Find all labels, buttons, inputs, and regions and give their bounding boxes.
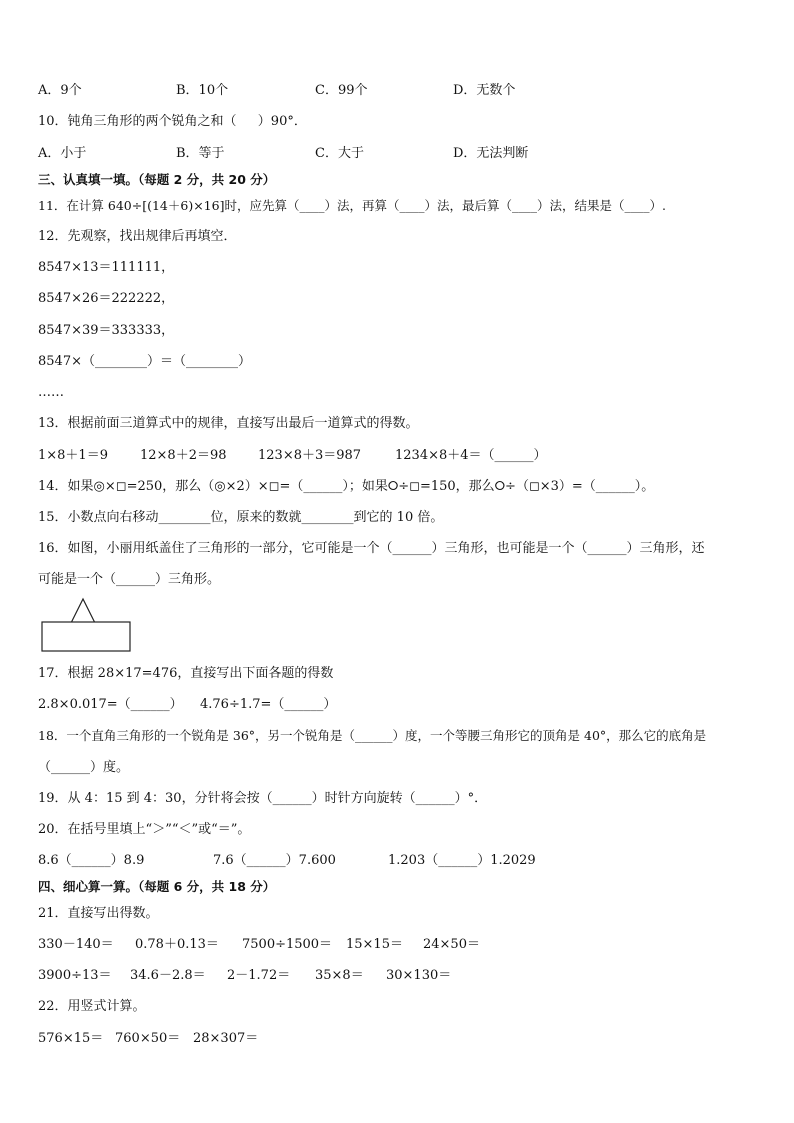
q12-line-4: 8547×（________）＝（________）	[38, 354, 251, 369]
q12-line-1: 8547×13＝111111，	[38, 260, 175, 275]
q13-item-4: 1234×8＋4＝（______）	[395, 448, 547, 463]
q17-item-1: 2.8×0.017=（______）	[38, 697, 183, 712]
q22-item-2: 760×50＝	[115, 1031, 181, 1046]
q13-item-3: 123×8＋3＝987	[258, 448, 362, 463]
q11-text: 11．在计算 640÷[(14＋6)×16]时，应先算（____）法，再算（____）法，最后算（____）法，结果是（____）.	[38, 198, 666, 213]
q16-line-2: 可能是一个（______）三角形。	[38, 572, 221, 587]
q21-stem: 21．直接写出得数。	[38, 906, 159, 921]
q10-option-d: D．无法判断	[453, 146, 529, 161]
q21-row2-item-1: 3900÷13＝	[38, 968, 112, 983]
q9-option-b: B．10个	[176, 83, 229, 98]
q10-option-c: C．大于	[315, 146, 364, 161]
q17-item-2: 4.76÷1.7=（______）	[200, 697, 337, 712]
q12-line-2: 8547×26＝222222，	[38, 291, 175, 306]
section-4-heading: 四、细心算一算。（每题 6 分，共 18 分）	[38, 879, 276, 894]
q22-item-1: 576×15＝	[38, 1031, 104, 1046]
q21-row2-item-3: 2－1.72＝	[227, 968, 291, 983]
q21-row2-item-2: 34.6－2.8＝	[130, 968, 206, 983]
q14-text: 14．如果◎×◻=250，那么（◎×2）×◻=（______）；如果⭘÷◻=150，那么⭘÷（◻×3）=（______）。	[38, 479, 655, 494]
q22-stem: 22．用竖式计算。	[38, 999, 146, 1014]
q18-line-2: （______）度。	[38, 760, 130, 775]
q19-text: 19．从 4：15 到 4：30，分针将会按（______）时针方向旋转（______）°．	[38, 791, 488, 806]
q21-row2-item-4: 35×8＝	[315, 968, 364, 983]
q15-text: 15．小数点向右移动________位，原来的数就________到它的 10 倍。	[38, 510, 444, 525]
q9-option-c: C．99个	[315, 83, 368, 98]
q10-stem: 10．钝角三角形的两个锐角之和（ ）90°．	[38, 114, 307, 129]
q20-stem: 20．在括号里填上“＞”“＜”或“＝”。	[38, 822, 251, 837]
section-3-heading: 三、认真填一填。（每题 2 分，共 20 分）	[38, 172, 276, 187]
q21-row1-item-1: 330－140＝	[38, 937, 114, 952]
q21-row1-item-4: 15×15＝	[346, 937, 403, 952]
q9-option-d: D．无数个	[453, 83, 516, 98]
q21-row1-item-5: 24×50＝	[423, 937, 480, 952]
q10-option-a: A．小于	[38, 146, 87, 161]
q20-item-1: 8.6（______）8.9	[38, 853, 145, 868]
q16-line-1: 16．如图，小丽用纸盖住了三角形的一部分，它可能是一个（______）三角形，也可能是一个（______）三角形，还	[38, 541, 705, 556]
q21-row1-item-3: 7500÷1500＝	[242, 937, 333, 952]
q13-item-2: 12×8＋2＝98	[140, 448, 227, 463]
q10-option-b: B．等于	[176, 146, 225, 161]
q18-line-1: 18．一个直角三角形的一个锐角是 36°，另一个锐角是（______）度，一个等腰三角形它的顶角是 40°，那么它的底角是	[38, 728, 707, 743]
q22-item-3: 28×307＝	[193, 1031, 259, 1046]
q13-stem: 13．根据前面三道算式中的规律，直接写出最后一道算式的得数。	[38, 416, 419, 431]
q12-ellipsis: ……	[38, 385, 64, 400]
q21-row2-item-5: 30×130＝	[386, 968, 452, 983]
q9-option-a: A．9个	[38, 83, 82, 98]
q13-item-1: 1×8＋1＝9	[38, 448, 108, 463]
q17-stem: 17．根据 28×17=476，直接写出下面各题的得数	[38, 666, 334, 681]
q12-line-3: 8547×39＝333333，	[38, 323, 175, 338]
q20-item-2: 7.6（______）7.600	[213, 853, 336, 868]
q21-row1-item-2: 0.78＋0.13＝	[135, 937, 219, 952]
q12-stem: 12．先观察，找出规律后再填空．	[38, 229, 237, 244]
covered-triangle-figure	[38, 594, 134, 654]
q20-item-3: 1.203（______）1.2029	[388, 853, 536, 868]
